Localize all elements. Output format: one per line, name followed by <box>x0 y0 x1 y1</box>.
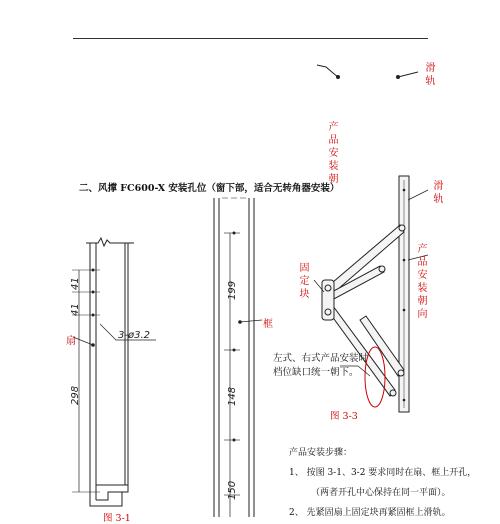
label-install-direction-top: 产品安装朝 <box>328 122 339 185</box>
figure-3-3-drawing <box>300 170 435 420</box>
section-heading: 二、风撑 FC600-X 安装孔位（窗下部，适合无转角器安装） <box>79 183 340 194</box>
label-sash: 扇 <box>66 336 76 347</box>
label-install-direction: 产品安装朝向 <box>417 244 428 320</box>
steps-title: 产品安装步骤： <box>289 448 353 458</box>
dim-150: 150 <box>227 480 238 500</box>
step-1-note: （两者开孔中心保持在同一平面）。 <box>311 488 451 498</box>
header-rule <box>73 38 428 39</box>
dim-41-b: 41 <box>70 303 81 316</box>
dim-41-a: 41 <box>70 277 81 290</box>
label-slide-rail: 滑轨 <box>433 181 444 205</box>
figure-3-2-drawing <box>200 190 280 517</box>
figure-3-1-caption: 图 3-1 <box>103 513 131 524</box>
figure-3-3-caption: 图 3-3 <box>330 411 358 422</box>
installation-steps <box>289 443 476 523</box>
dim-298: 298 <box>70 385 81 405</box>
label-frame: 框 <box>263 319 273 330</box>
top-partial-drawing <box>300 55 420 95</box>
label-slide-rail-top: 滑轨 <box>425 63 436 87</box>
step-2: 2、 先紧固扇上固定块再紧固框上滑轨。 <box>289 508 451 518</box>
dim-hole: 3-ø3.2 <box>118 330 150 341</box>
step-1: 1、 按图 3-1、3-2 要求同时在扇、框上开孔， <box>289 468 477 478</box>
dim-148: 148 <box>227 386 238 406</box>
dim-199: 199 <box>227 280 238 300</box>
orientation-note: 左式、右式产品安装时档位缺口统一朝下。 <box>273 353 369 378</box>
figure-3-1-drawing <box>60 230 170 517</box>
label-fixed-block: 固定块 <box>299 263 310 300</box>
